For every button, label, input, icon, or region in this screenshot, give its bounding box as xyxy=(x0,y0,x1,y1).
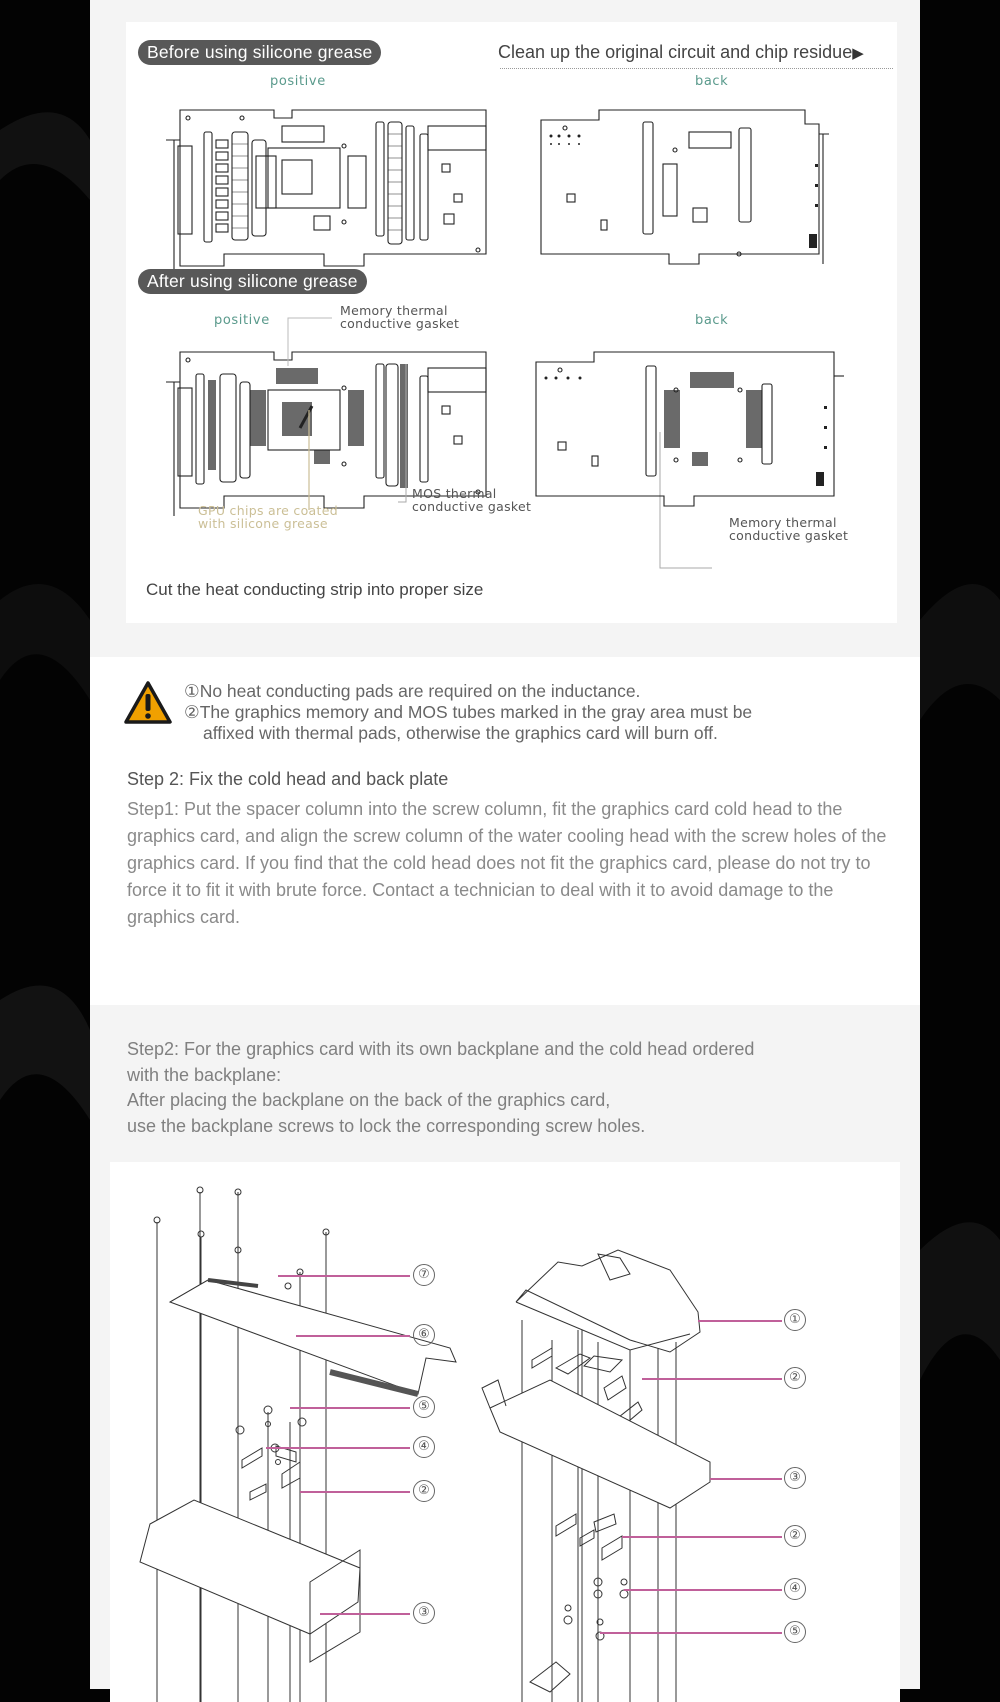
memory-gasket-back-note: Memory thermal conductive gasket xyxy=(729,515,849,543)
warning-line-2: ②The graphics memory and MOS tubes marked in the gray area must be xyxy=(184,702,753,722)
callout-line-r4 xyxy=(624,1589,782,1591)
pcb-back-after-diagram xyxy=(534,346,844,516)
callout-3: ③ xyxy=(413,1602,435,1624)
callout-line-3 xyxy=(320,1613,410,1615)
callout-line-r1 xyxy=(698,1320,782,1322)
pcb-comparison-card xyxy=(126,22,897,623)
callout-r3: ③ xyxy=(784,1467,806,1489)
callout-line-7 xyxy=(278,1275,410,1277)
clean-title-text: Clean up the original circuit and chip residue xyxy=(498,42,853,62)
after-back-label: back xyxy=(695,313,729,328)
callout-r1: ① xyxy=(784,1309,806,1331)
after-label: After using silicone grease xyxy=(138,269,367,294)
warning-line-1: ①No heat conducting pads are required on the inductance. xyxy=(184,681,641,701)
step-body: Step1: Put the spacer column into the screw column, fit the graphics card cold head to the graphics card, and align the screw column of the water cooling head with the screw holes of the graphics card. If you find that the cold head does not fit the graphics card, please do not try to force it to fit it with brute force. Contact a technician to deal with it to avoid damage to the graphics card. xyxy=(127,799,887,927)
callout-5: ⑤ xyxy=(413,1396,435,1418)
callout-r2b: ② xyxy=(784,1525,806,1547)
callout-line-6 xyxy=(296,1335,410,1337)
callout-r5: ⑤ xyxy=(784,1621,806,1643)
mos-gasket-note: MOS thermal conductive gasket xyxy=(412,486,532,514)
positive-label: positive xyxy=(270,74,326,89)
exploded-assembly-card xyxy=(110,1162,900,1702)
callout-2: ② xyxy=(413,1480,435,1502)
gpu-grease-note: GPU chips are coated with silicone grease xyxy=(198,503,338,531)
callout-r2: ② xyxy=(784,1367,806,1389)
after-positive-label: positive xyxy=(214,313,270,328)
section-backplane xyxy=(90,1005,920,1689)
warning-line-3: affixed with thermal pads, otherwise the graphics card will burn off. xyxy=(203,723,718,743)
warning-triangle-icon xyxy=(124,681,172,725)
step-heading: Step 2: Fix the cold head and back plate xyxy=(127,769,449,789)
callout-line-r2 xyxy=(642,1378,782,1380)
callout-line-2 xyxy=(300,1491,410,1493)
callout-line-4 xyxy=(266,1447,410,1449)
callout-7: ⑦ xyxy=(413,1264,435,1286)
play-arrow-icon: ▶ xyxy=(852,45,864,62)
callout-4: ④ xyxy=(413,1436,435,1458)
memory-gasket-front-note: Memory thermal conductive gasket xyxy=(340,303,460,331)
callout-r4: ④ xyxy=(784,1578,806,1600)
callout-line-r3 xyxy=(710,1478,782,1480)
callout-line-r2b xyxy=(622,1536,782,1538)
callout-line-5 xyxy=(290,1407,410,1409)
cut-strip-instruction: Cut the heat conducting strip into proper size xyxy=(146,580,484,599)
callout-line-r5 xyxy=(600,1632,782,1634)
warning-text xyxy=(184,681,752,744)
exploded-diagram xyxy=(110,1162,900,1702)
section-warning-step2 xyxy=(90,657,920,1005)
before-label: Before using silicone grease xyxy=(138,40,381,65)
section-before-after xyxy=(90,0,920,657)
backplane-instructions: Step2: For the graphics card with its own backplane and the cold head ordered with the backplane: After placing the backplane on the back of the graphics card, use the backplane screws to lock the corresponding screw holes. xyxy=(127,1039,755,1136)
callout-6: ⑥ xyxy=(413,1324,435,1346)
back-label: back xyxy=(695,74,729,89)
